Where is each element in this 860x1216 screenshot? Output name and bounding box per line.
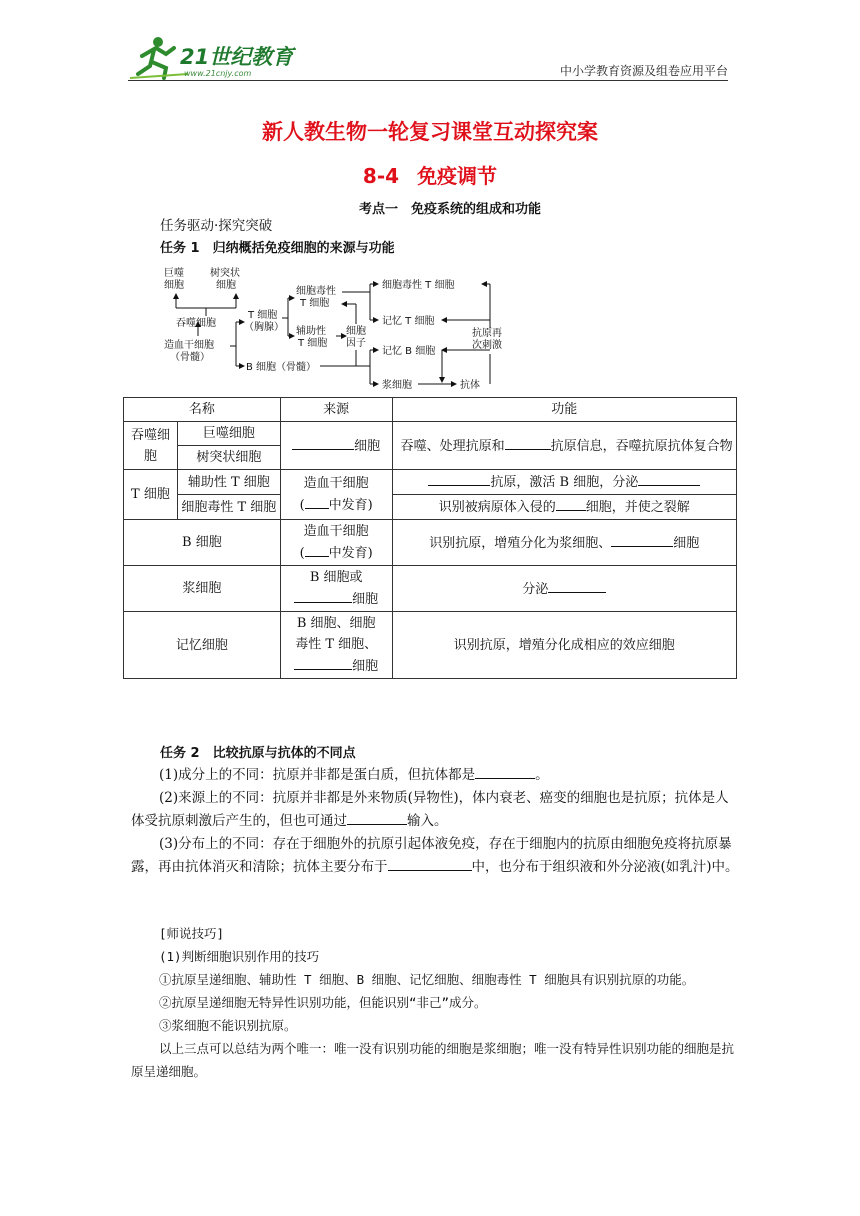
plasma-cell-source: B 细胞或 细胞 <box>280 566 392 612</box>
task-drive-label: 任务驱动·探究突破 <box>160 218 273 234</box>
tips-heading: [师说技巧] <box>159 926 225 941</box>
task2-body <box>131 764 741 879</box>
memory-cell-name: 记忆细胞 <box>124 612 281 679</box>
answer-blank[interactable] <box>556 496 586 511</box>
section-name: 免疫调节 <box>417 164 498 188</box>
site-logo <box>128 34 298 80</box>
answer-blank[interactable] <box>428 471 490 486</box>
answer-blank[interactable] <box>294 655 352 670</box>
t-source-cell: 造血干细胞 ( 中发育) <box>280 470 392 520</box>
answer-blank[interactable] <box>388 856 472 871</box>
diagram-antibody: 抗体 <box>460 380 480 391</box>
answer-blank[interactable] <box>292 435 354 450</box>
diagram-ctl-out: 细胞毒性 T 细胞 <box>382 280 455 291</box>
memory-cell-function: 识别抗原，增殖分化成相应的效应细胞 <box>392 612 736 679</box>
ctl-t-function-cell: 识别被病原体入侵的 细胞，并使之裂解 <box>392 495 736 520</box>
macrophage-cell: 巨噬细胞 <box>177 422 280 446</box>
plasma-cell-function: 分泌 <box>392 566 736 612</box>
answer-blank[interactable] <box>475 764 535 779</box>
answer-blank[interactable] <box>611 532 673 547</box>
diagram-ctl-2: T 细胞 <box>300 298 330 309</box>
diagram-macrophage: 巨噬 <box>164 268 184 279</box>
phagocyte-function-cell: 吞噬、处理抗原和 抗原信息，吞噬抗原抗体复合物 <box>392 422 736 470</box>
phagocyte-group-cell: 吞噬细胞 <box>124 422 178 470</box>
diagram-cytokine: 细胞 <box>346 326 366 337</box>
answer-blank[interactable] <box>505 435 551 450</box>
svg-text:www.21cnjy.com: www.21cnjy.com <box>184 69 252 78</box>
task2-paragraph: (3)分布上的不同：存在于细胞外的抗原引起体液免疫，存在于细胞内的抗原由细胞免疫将抗原暴露，再由抗体消灭和清除；抗体主要分布于 中，也分布于组织液和外分泌液(如乳汁)中。 <box>131 836 739 875</box>
b-cell-source: 造血干细胞 ( 中发育) <box>280 520 392 566</box>
tips-line: ①抗原呈递细胞、辅助性 T 细胞、B 细胞、记忆细胞、细胞毒性 T 细胞具有识别抗原的功能。 <box>159 972 695 987</box>
immune-cell-table <box>123 397 737 679</box>
diagram-helper-2: T 细胞 <box>298 338 328 349</box>
tips-line: ③浆细胞不能识别抗原。 <box>159 1018 297 1033</box>
answer-blank[interactable] <box>294 588 352 603</box>
memory-cell-source: B 细胞、细胞 毒性 T 细胞、 细胞 <box>280 612 392 679</box>
table-header-row <box>124 398 737 422</box>
tips-section <box>131 922 741 1083</box>
answer-blank[interactable] <box>638 471 700 486</box>
tips-line: (1)判断细胞识别作用的技巧 <box>159 949 320 964</box>
plasma-cell-name: 浆细胞 <box>124 566 281 612</box>
immune-cell-origin-diagram <box>160 264 520 394</box>
phagocyte-source-cell: 细胞 <box>280 422 392 470</box>
diagram-stem-cell: 造血干细胞 <box>164 340 214 351</box>
table-row <box>124 566 737 612</box>
tips-line: ②抗原呈递细胞无特异性识别功能，但能识别“非己”成分。 <box>159 995 487 1010</box>
task2-title: 任务 2 比较抗原与抗体的不同点 <box>160 746 356 761</box>
answer-blank[interactable] <box>305 494 329 509</box>
diagram-macrophage-2: 细胞 <box>164 280 184 291</box>
page-title: 新人教生物一轮复习课堂互动探究案 <box>262 120 598 144</box>
table-header: 功能 <box>392 398 736 422</box>
point-title: 考点一 免疫系统的组成和功能 <box>358 202 541 217</box>
diagram-phagocyte: 吞噬细胞 <box>176 318 216 329</box>
answer-blank[interactable] <box>305 542 329 557</box>
dendritic-cell: 树突状细胞 <box>177 446 280 470</box>
table-header: 来源 <box>280 398 392 422</box>
diagram-t-cell: T 细胞 <box>248 310 278 321</box>
answer-blank[interactable] <box>347 810 407 825</box>
diagram-restim-2: 次刺激 <box>472 340 502 351</box>
header-divider <box>128 80 728 81</box>
t-group-cell: T 细胞 <box>124 470 178 520</box>
helper-t-cell: 辅助性 T 细胞 <box>177 470 280 495</box>
diagram-t-cell-source: （胸腺） <box>244 322 284 333</box>
tips-line: 以上三点可以总结为两个唯一：唯一没有识别功能的细胞是浆细胞；唯一没有特异性识别功能的细胞是抗原呈递细胞。 <box>131 1041 735 1079</box>
diagram-memory-b: 记忆 B 细胞 <box>382 346 436 357</box>
diagram-stem-source: （骨髓） <box>170 352 210 363</box>
helper-t-function-cell: 抗原，激活 B 细胞，分泌 <box>392 470 736 495</box>
diagram-ctl: 细胞毒性 <box>296 286 336 297</box>
table-row <box>124 422 737 446</box>
header-platform-text: 中小学教育资源及组卷应用平台 <box>559 64 728 78</box>
diagram-dendritic-2: 细胞 <box>216 280 236 291</box>
section-title <box>0 160 860 189</box>
diagram-helper: 辅助性 <box>296 326 326 337</box>
task2-paragraph: (1)成分上的不同：抗原并非都是蛋白质，但抗体都是 。 <box>131 764 741 787</box>
ctl-t-cell: 细胞毒性 T 细胞 <box>177 495 280 520</box>
b-cell-name: B 细胞 <box>124 520 281 566</box>
diagram-memory-t: 记忆 T 细胞 <box>382 316 435 327</box>
svg-text:21世纪教育: 21世纪教育 <box>180 45 294 69</box>
table-row <box>124 520 737 566</box>
table-row <box>124 470 737 495</box>
diagram-dendritic: 树突状 <box>210 268 240 279</box>
diagram-b-cell: B 细胞（骨髓） <box>246 362 317 373</box>
b-cell-function: 识别抗原，增殖分化为浆细胞、 细胞 <box>392 520 736 566</box>
diagram-restim: 抗原再 <box>472 328 502 339</box>
task1-title: 任务 1 归纳概括免疫细胞的来源与功能 <box>160 241 395 256</box>
section-number: 8-4 <box>362 164 400 188</box>
table-header: 名称 <box>124 398 281 422</box>
task2-paragraph: (2)来源上的不同：抗原并非都是外来物质(异物性)，体内衰老、癌变的细胞也是抗原；抗体是人体受抗原刺激后产生的，但也可通过 输入。 <box>131 790 729 829</box>
diagram-plasma: 浆细胞 <box>382 380 412 391</box>
table-row <box>124 495 737 520</box>
diagram-cytokine-2: 因子 <box>346 338 366 349</box>
answer-blank[interactable] <box>548 578 606 593</box>
table-row <box>124 612 737 679</box>
